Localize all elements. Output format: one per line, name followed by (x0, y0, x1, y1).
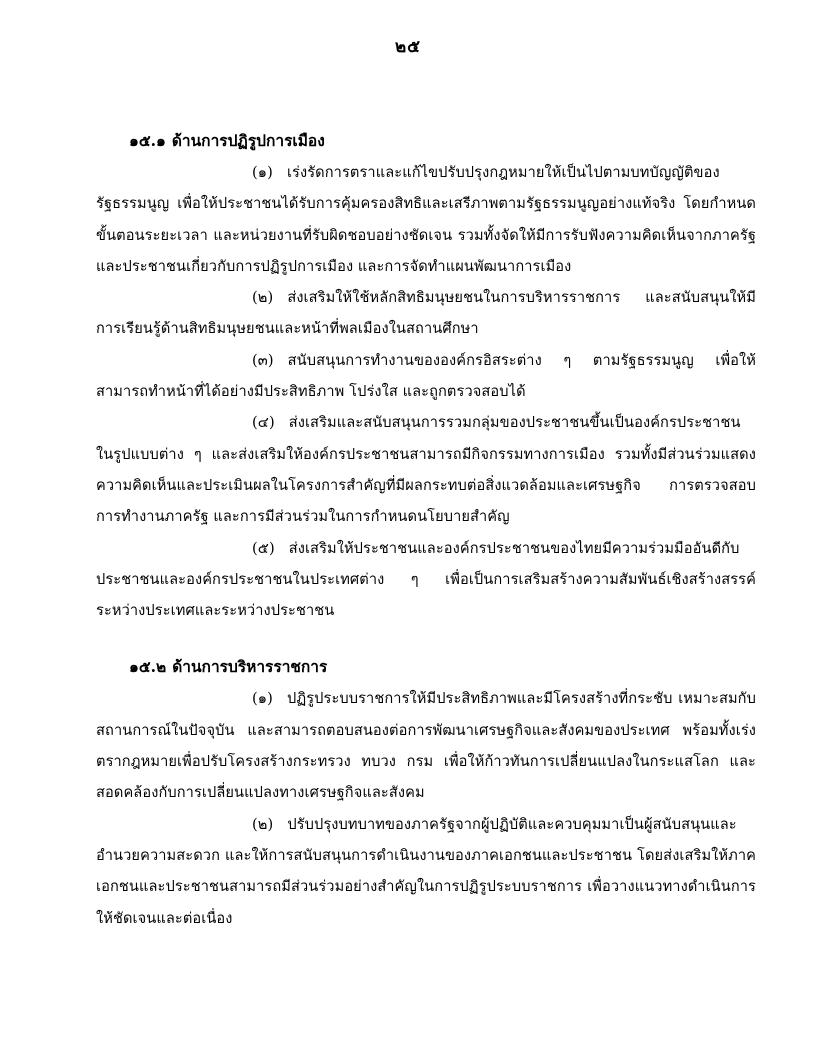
paragraph (96, 157, 756, 282)
paragraph-text: ส่งเสริมให้ใช้หลักสิทธิมนุษยชนในการบริหารราชการ และสนับสนุนให้มีการเรียนรู้ด้านสิทธิมนุษยชนและหน้าที่พลเมืองในสถานศึกษา (96, 289, 756, 338)
section-title: ด้านการบริหารราชการ (172, 657, 328, 677)
paragraph-text: ส่งเสริมและสนับสนุนการรวมกลุ่มของประชาชนขึ้นเป็นองค์กรประชาชนในรูปแบบต่าง ๆ และส่งเสริมให้องค์กรประชาชนสามารถมีกิจกรรมทางการเมือง รวมทั้งมีส่วนร่วมแสดงความคิดเห็นและประเมินผลในโครงการสำคัญที่มีผลกระทบต่อสิ่งแวดล้อมและเศรษฐกิจ การตรวจสอบการทำงานภาครัฐ และการมีส่วนร่วมในการกำหนดนโยบายสำคัญ (96, 414, 756, 526)
paragraph-number: (๑) (252, 164, 273, 181)
paragraph (96, 282, 756, 345)
paragraph (96, 809, 756, 934)
section-heading (96, 128, 756, 154)
paragraph-number: (๒) (252, 289, 274, 307)
paragraph-text: ปรับปรุงบทบาทของภาครัฐจากผู้ปฏิบัติและควบคุมมาเป็นผู้สนับสนุนและอำนวยความสะดวก และให้การสนับสนุนการดำเนินงานของภาคเอกชนและประชาชน โดยส่งเสริมให้ภาคเอกชนและประชาชนสามารถมีส่วนร่วมอย่างสำคัญในการปฏิรูประบบราชการ เพื่อวางแนวทางดำเนินการให้ชัดเจนและต่อเนื่อง (96, 815, 756, 927)
section-heading (96, 654, 756, 680)
paragraph-text: สนับสนุนการทำงานขององค์กรอิสระต่าง ๆ ตามรัฐธรรมนูญ เพื่อให้สามารถทำหน้าที่ได้อย่างมีประสิทธิภาพ โปร่งใส และถูกตรวจสอบได้ (96, 351, 756, 401)
section-title: ด้านการปฏิรูปการเมือง (171, 131, 325, 150)
paragraph (96, 407, 756, 532)
paragraph-text: ปฏิรูประบบราชการให้มีประสิทธิภาพและมีโครงสร้างที่กระชับ เหมาะสมกับสถานการณ์ในปัจจุบัน และสามารถตอบสนองต่อการพัฒนาเศรษฐกิจและสังคมของประเทศ พร้อมทั้งเร่งตรากฎหมายเพื่อปรับโครงสร้างกระทรวง ทบวง กรม เพื่อให้ก้าวทันการเปลี่ยนแปลงในกระแสโลก และสอดคล้องกับการเปลี่ยนแปลงทางเศรษฐกิจและสังคม (96, 690, 756, 802)
paragraph-text: ส่งเสริมให้ประชาชนและองค์กรประชาชนของไทยมีความร่วมมืออันดีกับประชาชนและองค์กรประชาชนในประเทศต่าง ๆ เพื่อเป็นการเสริมสร้างความสัมพันธ์เชิงสร้างสรรค์ระหว่างประเทศและระหว่างประชาชน (96, 539, 756, 620)
document-body (96, 128, 756, 934)
section-number: ๑๕.๒ (129, 657, 167, 677)
paragraph-number: (๕) (252, 539, 275, 557)
section-political-reform (96, 128, 756, 626)
section-number: ๑๕.๑ (129, 131, 166, 150)
paragraph-number: (๓) (252, 351, 274, 369)
paragraph (96, 345, 756, 408)
paragraph (96, 533, 756, 627)
page-number: ๒๕ (394, 37, 422, 57)
paragraph-number: (๔) (252, 414, 275, 432)
paragraph (96, 683, 756, 808)
paragraph-text: เร่งรัดการตราและแก้ไขปรับปรุงกฎหมายให้เป็นไปตามบทบัญญัติของรัฐธรรมนูญ เพื่อให้ประชาชนได้รับการคุ้มครองสิทธิและเสรีภาพตามรัฐธรรมนูญอย่างแท้จริง โดยกำหนดขั้นตอนระยะเวลา และหน่วยงานที่รับผิดชอบอย่างชัดเจน รวมทั้งจัดให้มีการรับฟังความคิดเห็นจากภาครัฐและประชาชนเกี่ยวกับการปฏิรูปการเมือง และการจัดทำแผนพัฒนาการเมือง (96, 164, 756, 275)
paragraph-number: (๑) (252, 690, 273, 708)
paragraph-number: (๒) (252, 815, 274, 833)
section-public-administration (96, 654, 756, 933)
